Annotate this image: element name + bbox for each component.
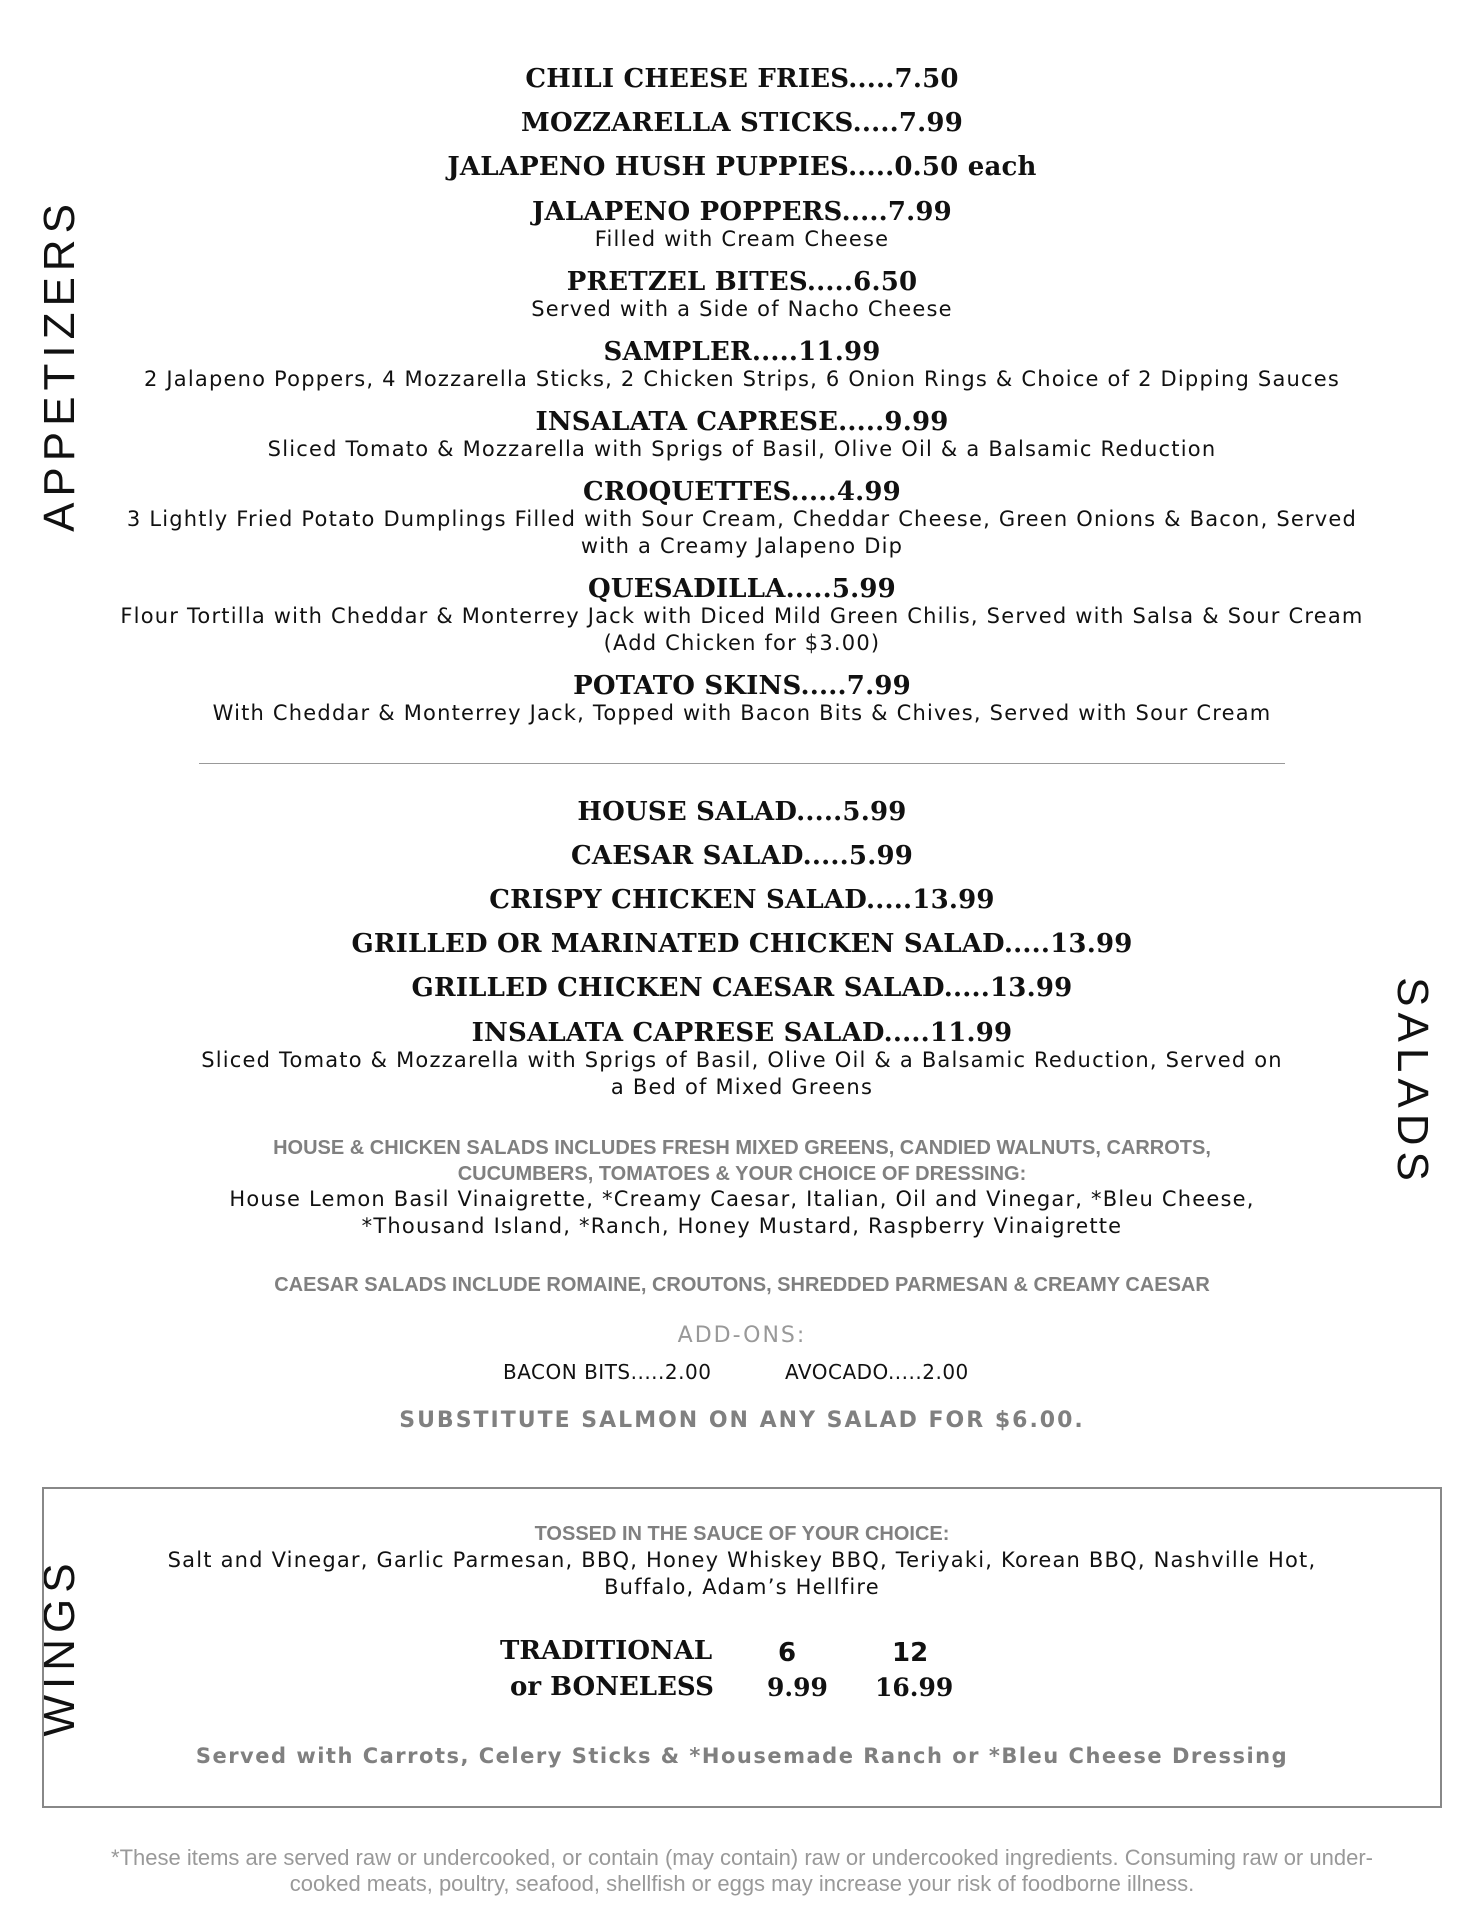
wings-served-with: Served with Carrots, Celery Sticks & *Housemade Ranch or *Bleu Cheese Dressing [195, 1744, 1289, 1768]
menu-item-description: With Cheddar & Monterrey Jack, Topped with Bacon Bits & Chives, Served with Sour Cream [212, 701, 1272, 725]
house-salad-heading: CUCUMBERS, TOMATOES & YOUR CHOICE OF DRESSING: [457, 1163, 1027, 1185]
menu-item-title: GRILLED OR MARINATED CHICKEN SALAD.....13.99 [351, 929, 1133, 959]
salmon-substitute-note: SUBSTITUTE SALMON ON ANY SALAD FOR $6.00. [399, 1408, 1085, 1433]
menu-item-title: CROQUETTES.....4.99 [583, 477, 901, 507]
dressing-list: House Lemon Basil Vinaigrette, *Creamy Caesar, Italian, Oil and Vinegar, *Bleu Cheese, [229, 1187, 1255, 1211]
menu-item-description: Filled with Cream Cheese [594, 227, 890, 251]
menu-item-title: PRETZEL BITES.....6.50 [566, 267, 918, 297]
wings-price-12: 16.99 [875, 1673, 954, 1702]
wings-type-traditional: TRADITIONAL [500, 1636, 713, 1666]
disclaimer-line: *These items are served raw or undercooked, or contain (may contain) raw or undercooked ingredients. Consuming raw or under- [111, 1845, 1373, 1870]
menu-item-title: INSALATA CAPRESE SALAD.....11.99 [471, 1018, 1013, 1048]
menu-item-description: Sliced Tomato & Mozzarella with Sprigs of Basil, Olive Oil & a Balsamic Reduction [267, 437, 1217, 461]
addons-label: ADD-ONS: [677, 1323, 807, 1348]
wings-sauce-list: Salt and Vinegar, Garlic Parmesan, BBQ, Honey Whiskey BBQ, Teriyaki, Korean BBQ, Nashville Hot, [167, 1548, 1317, 1572]
caesar-salad-heading: CAESAR SALADS INCLUDE ROMAINE, CROUTONS, SHREDDED PARMESAN & CREAMY CAESAR [274, 1274, 1210, 1296]
menu-item-description: Sliced Tomato & Mozzarella with Sprigs of Basil, Olive Oil & a Balsamic Reduction, Served on [201, 1048, 1283, 1072]
menu-item-title: SAMPLER.....11.99 [603, 337, 881, 367]
menu-item-title: QUESADILLA.....5.99 [588, 574, 896, 604]
addon-avocado: AVOCADO.....2.00 [785, 1360, 969, 1384]
disclaimer-line: cooked meats, poultry, seafood, shellfish or eggs may increase your risk of foodborne illness. [289, 1871, 1195, 1896]
menu-item-title: JALAPENO HUSH PUPPIES.....0.50 each [447, 152, 1037, 182]
wings-sauce-heading: TOSSED IN THE SAUCE OF YOUR CHOICE: [534, 1523, 950, 1545]
menu-item-title: MOZZARELLA STICKS.....7.99 [521, 108, 963, 138]
wings-section-label: WINGS [35, 1557, 84, 1737]
menu-item-title: HOUSE SALAD.....5.99 [577, 797, 907, 827]
menu-item-title: JALAPENO POPPERS.....7.99 [532, 197, 952, 227]
wings-count-12: 12 [892, 1638, 929, 1668]
menu-item-description: 3 Lightly Fried Potato Dumplings Filled with Sour Cream, Cheddar Cheese, Green Onions & Bacon, Served [126, 507, 1358, 531]
menu-item-title: CHILI CHEESE FRIES.....7.50 [525, 64, 959, 94]
house-salad-heading: HOUSE & CHICKEN SALADS INCLUDES FRESH MIXED GREENS, CANDIED WALNUTS, CARROTS, [273, 1137, 1211, 1159]
menu-item-title: POTATO SKINS.....7.99 [573, 671, 911, 701]
menu-item-description: a Bed of Mixed Greens [610, 1075, 874, 1099]
menu-item-title: INSALATA CAPRESE.....9.99 [535, 407, 949, 437]
wings-price-6: 9.99 [767, 1673, 828, 1702]
menu-item-description: with a Creamy Jalapeno Dip [580, 534, 904, 558]
menu-item-title: GRILLED CHICKEN CAESAR SALAD.....13.99 [411, 973, 1073, 1003]
section-divider [199, 763, 1285, 764]
wings-type-boneless: or BONELESS [510, 1672, 714, 1702]
salads-section-label: SALADS [1388, 977, 1437, 1187]
wings-count-6: 6 [778, 1638, 797, 1668]
appetizers-section-label: APPETIZERS [35, 198, 84, 532]
wings-sauce-list: Buffalo, Adam’s Hellfire [604, 1575, 880, 1599]
dressing-list: *Thousand Island, *Ranch, Honey Mustard, Raspberry Vinaigrette [361, 1214, 1123, 1238]
addon-bacon-bits: BACON BITS.....2.00 [503, 1360, 712, 1384]
menu-item-description: Flour Tortilla with Cheddar & Monterrey Jack with Diced Mild Green Chilis, Served with Salsa & Sour Cream [120, 604, 1364, 628]
menu-item-title: CAESAR SALAD.....5.99 [570, 841, 914, 871]
menu-item-description: Served with a Side of Nacho Cheese [531, 297, 953, 321]
menu-item-description: (Add Chicken for $3.00) [603, 631, 881, 655]
menu-item-description: 2 Jalapeno Poppers, 4 Mozzarella Sticks, 2 Chicken Strips, 6 Onion Rings & Choice of 2 Dipping Sauces [143, 367, 1341, 391]
menu-item-title: CRISPY CHICKEN SALAD.....13.99 [489, 885, 995, 915]
